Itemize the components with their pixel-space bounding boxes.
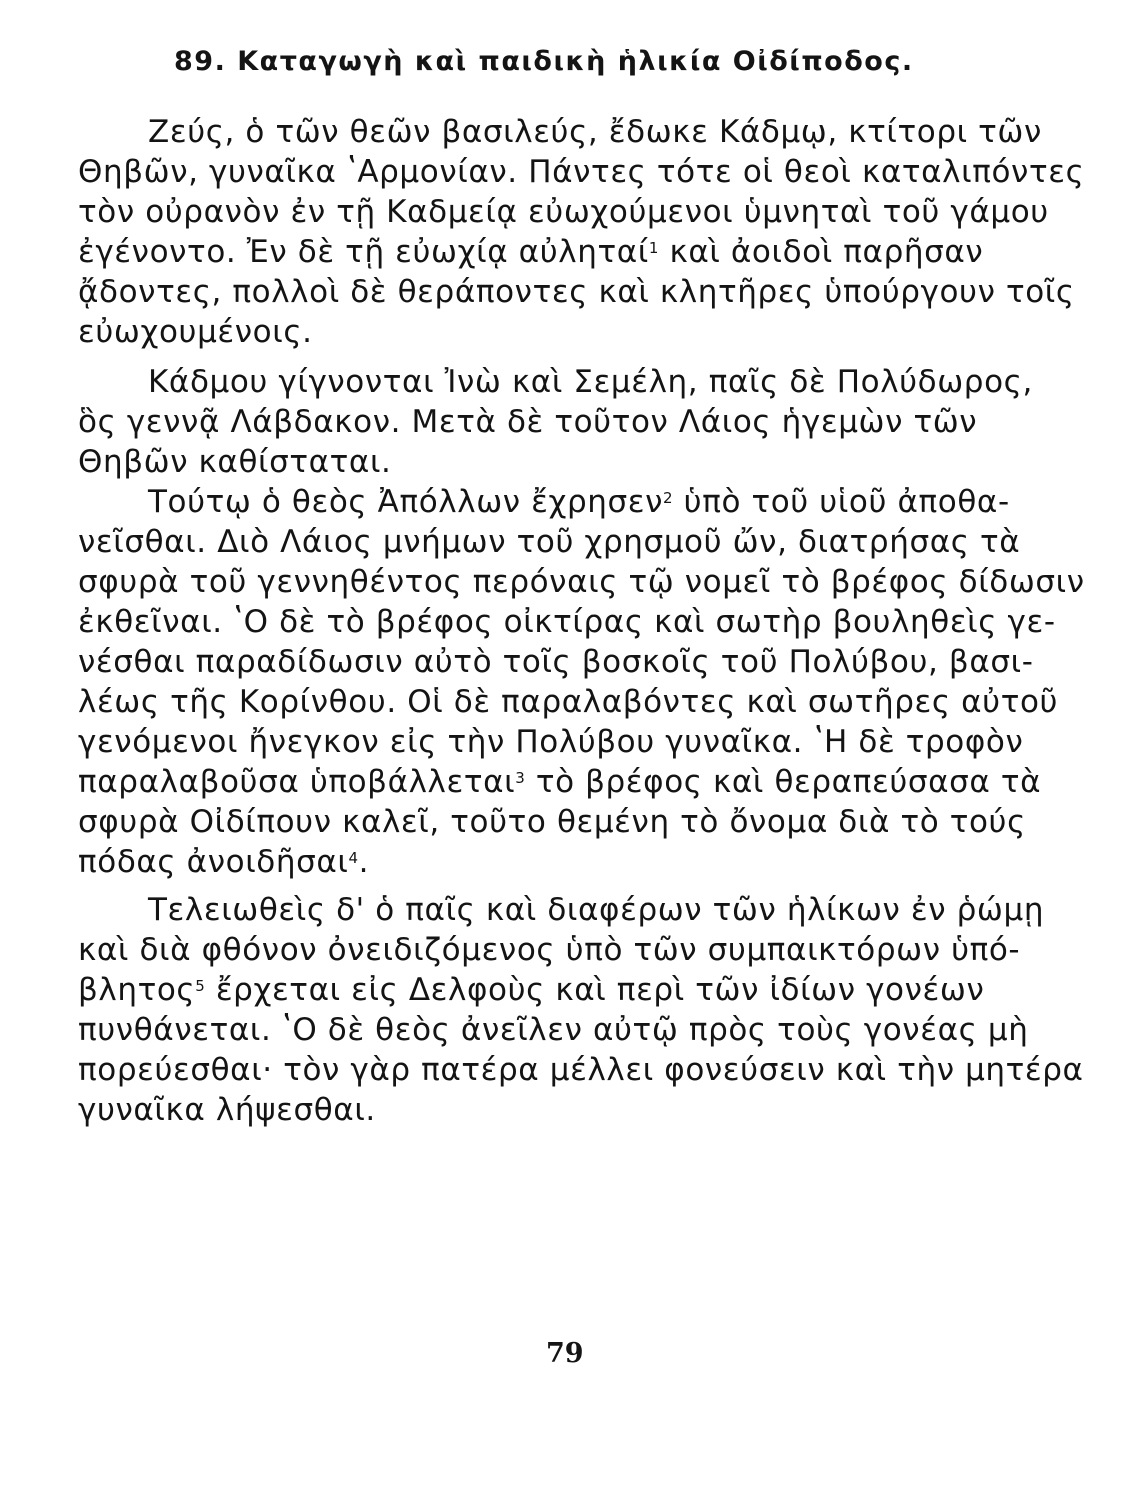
text-line: ὃς γεννᾷ Λάβδακον. Μετὰ δὲ τοῦτον Λάιος ἡγεμὼν τῶν [78, 404, 978, 440]
text-line [78, 232, 1018, 272]
text-line: Θηβῶν, γυναῖκα ʽΑρμονίαν. Πάντες τότε οἱ θεοὶ καταλιπόντες [78, 154, 1085, 190]
text-line [78, 970, 1018, 1010]
text-segment: βλητος [78, 972, 196, 1008]
section-heading: 89. Καταγωγὴ καὶ παιδικὴ ἡλικία Οἰδίποδος. [174, 46, 914, 77]
text-line: νεῖσθαι. Διὸ Λάιος μνήμων τοῦ χρησμοῦ ὤν, διατρήσας τὰ [78, 524, 1021, 560]
text-line: πυνθάνεται. ʽΟ δὲ θεὸς ἀνεῖλεν αὐτῷ πρὸς τοὺς γονέας μὴ [78, 1012, 1029, 1048]
text-line [78, 762, 1042, 802]
text-segment: ὑπὸ τοῦ υἱοῦ ἀποθα- [673, 484, 1010, 520]
paragraph-1 [78, 112, 1085, 352]
text-segment: πόδας ἀνοιδῆσαι [78, 844, 349, 880]
text-segment: ἔρχεται εἰς Δελφοὺς καὶ περὶ τῶν ἰδίων γονέων [205, 972, 985, 1008]
page-number: 79 [546, 1338, 584, 1369]
text-line: καὶ διὰ φθόνον ὀνειδιζόμενος ὑπὸ τῶν συμπαικτόρων ὑπό- [78, 932, 1021, 968]
footnote-marker: 1 [648, 239, 659, 257]
footnote-marker: 5 [195, 977, 206, 995]
text-segment: ἐγένοντο. Ἐν δὲ τῇ εὐωχίᾳ αὐληταί [78, 234, 649, 270]
text-line: νέσθαι παραδίδωσιν αὐτὸ τοῖς βοσκοῖς τοῦ Πολύβου, βασι- [78, 644, 1034, 680]
text-line: Τελειωθεὶς δ' ὁ παῖς καὶ διαφέρων τῶν ἡλίκων ἐν ῥώμῃ [148, 892, 1045, 928]
text-segment: Τούτῳ ὁ θεὸς Ἀπόλλων ἔχρησεν [148, 484, 664, 520]
text-segment: καὶ ἀοιδοὶ παρῆσαν [659, 234, 984, 270]
text-line: λέως τῆς Κορίνθου. Οἱ δὲ παραλαβόντες καὶ σωτῆρες αὐτοῦ [78, 684, 1059, 720]
footnote-marker: 3 [515, 769, 526, 787]
text-line [78, 842, 1018, 882]
text-line: τὸν οὐρανὸν ἐν τῇ Καδμείᾳ εὐωχούμενοι ὑμνηταὶ τοῦ γάμου [78, 194, 1049, 230]
text-line: σφυρὰ τοῦ γεννηθέντος περόναις τῷ νομεῖ τὸ βρέφος δίδωσιν [78, 564, 1085, 600]
text-line: γενόμενοι ἤνεγκον εἰς τὴν Πολύβου γυναῖκα. ʽΗ δὲ τροφὸν [78, 724, 1024, 760]
footnote-marker: 4 [348, 849, 359, 867]
text-line: εὐωχουμένοις. [78, 314, 313, 350]
text-line: ᾄδοντες, πολλοὶ δὲ θεράποντες καὶ κλητῆρες ὑπούργουν τοῖς [78, 274, 1075, 310]
text-line: Ζεύς, ὁ τῶν θεῶν βασιλεύς, ἔδωκε Κάδμῳ, κτίτορι τῶν [148, 114, 1042, 150]
text-line: Κάδμου γίγνονται Ἰνὼ καὶ Σεμέλη, παῖς δὲ Πολύδωρος, [148, 364, 1033, 400]
text-line: Θηβῶν καθίσταται. [78, 444, 392, 480]
text-line [78, 482, 1018, 522]
text-segment: τὸ βρέφος καὶ θεραπεύσασα τὰ [525, 764, 1042, 800]
paragraph-2 [78, 362, 1033, 482]
text-segment: . [358, 844, 370, 880]
paragraph-4 [78, 890, 1084, 1130]
text-line: πορεύεσθαι· τὸν γὰρ πατέρα μέλλει φονεύσειν καὶ τὴν μητέρα [78, 1052, 1084, 1088]
text-line: σφυρὰ Οἰδίπουν καλεῖ, τοῦτο θεμένη τὸ ὄνομα διὰ τὸ τούς [78, 804, 1026, 840]
text-line: γυναῖκα λήψεσθαι. [78, 1092, 376, 1128]
text-line: ἐκθεῖναι. ʽΟ δὲ τὸ βρέφος οἰκτίρας καὶ σωτὴρ βουληθεὶς γε- [78, 604, 1056, 640]
paragraph-3 [78, 482, 1085, 882]
text-segment: παραλαβοῦσα ὑποβάλλεται [78, 764, 516, 800]
footnote-marker: 2 [663, 489, 674, 507]
